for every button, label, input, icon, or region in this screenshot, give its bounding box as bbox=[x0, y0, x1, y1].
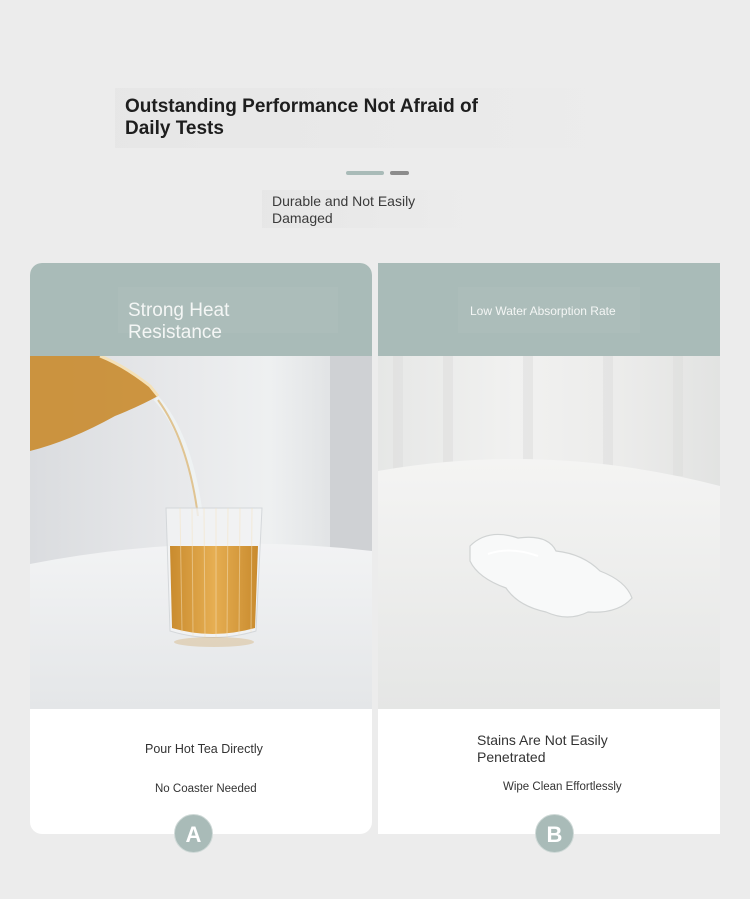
carousel-dot-active[interactable] bbox=[346, 171, 384, 175]
page-title: Outstanding Performance Not Afraid of Daily Tests bbox=[125, 96, 478, 139]
water-puddle-photo bbox=[378, 356, 720, 709]
headline-box bbox=[115, 88, 635, 148]
card-header-band bbox=[378, 263, 720, 356]
tea-pouring-illustration bbox=[30, 356, 372, 709]
card-caption-sub: No Coaster Needed bbox=[155, 783, 257, 795]
badge-b: B bbox=[535, 814, 574, 853]
card-caption-sub: Wipe Clean Effortlessly bbox=[503, 781, 622, 793]
card-header-band bbox=[30, 263, 372, 356]
card-title: Strong Heat Resistance bbox=[118, 287, 338, 333]
water-puddle-illustration bbox=[378, 356, 720, 709]
subtitle-box bbox=[262, 190, 482, 228]
card-title: Low Water Absorption Rate bbox=[458, 287, 640, 333]
card-caption-main: Stains Are Not Easily Penetrated bbox=[477, 732, 608, 765]
card-caption-main: Pour Hot Tea Directly bbox=[145, 742, 263, 756]
carousel-indicator[interactable] bbox=[346, 171, 409, 175]
badge-a: A bbox=[174, 814, 213, 853]
feature-card-water bbox=[378, 263, 720, 834]
tea-pouring-photo bbox=[30, 356, 372, 709]
feature-card-heat bbox=[30, 263, 372, 834]
carousel-dot[interactable] bbox=[390, 171, 409, 175]
page-subtitle: Durable and Not Easily Damaged bbox=[272, 193, 416, 226]
